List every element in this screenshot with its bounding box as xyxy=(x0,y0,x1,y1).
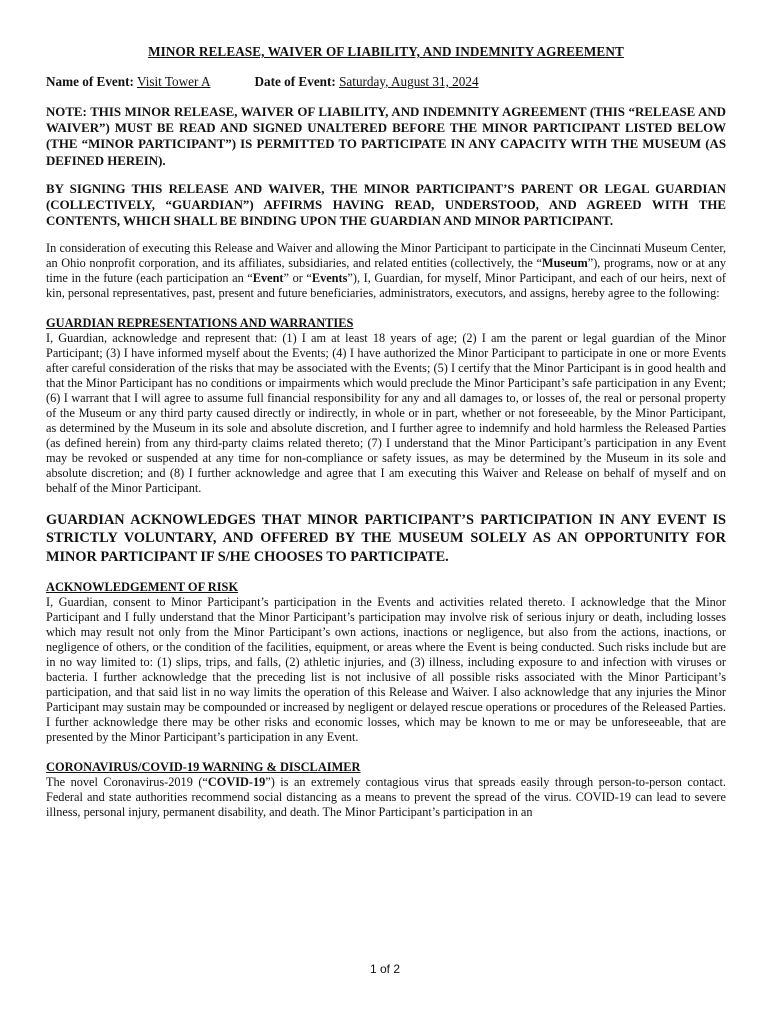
section-heading-covid: CORONAVIRUS/COVID-19 WARNING & DISCLAIMER xyxy=(46,759,361,774)
covid-text-2: ”) is an extremely contagious virus that spreads easily through person-to-person contact. Federal and state authorities recommend social distancing as a means to prevent the spread of the virus. COVID-19 can lead to severe illness, personal injury, permanent disability, and death. The Minor Participant’s participation in an xyxy=(46,774,726,819)
event-name-value: Visit Tower A xyxy=(136,74,211,89)
event-term: Event xyxy=(252,271,284,286)
consideration-paragraph xyxy=(46,241,726,301)
consideration-text-2: ”), programs, now or at any time in the future (each participation an “ xyxy=(46,256,726,286)
covid-term: COVID-19 xyxy=(207,774,266,789)
page-number: 1 of 2 xyxy=(369,962,401,976)
covid-paragraph xyxy=(46,775,726,820)
representations-paragraph: I, Guardian, acknowledge and represent that: (1) I am at least 18 years of age; (2) I am the parent or legal guardian of the Minor Participant; (3) I have informed myself about the Events; (4) I have authorized the Minor Participant to participate in one or more Events after careful consideration of the risks that may be associated with the Events; (5) I certify that the Minor Participant is in good health and that the Minor Participant has no conditions or impairments which would preclude the Minor Participant’s safe participation in any Event; (6) I warrant that I will agree to assume full financial responsibility for any and all damages to, or losses of, the real or personal property of the Museum or any third party caused directly or indirectly, in whole or in part, whether or not foreseeable, by the Minor Participant, as determined by the Museum in its sole and absolute discretion, and I further agree to indemnify and hold harmless the Released Parties (as defined herein) from any third-party claims related thereto; (7) I understand that the Minor Participant’s participation in any Event may be revoked or suspended at any time for non-compliance or safety issues, as may be determined by the Museum in its sole and absolute discretion; and (8) I further acknowledge and agree that I am executing this Waiver and Release on behalf of myself and on behalf of the Minor Participant. xyxy=(46,331,726,495)
event-date-value: Saturday, August 31, 2024 xyxy=(339,74,479,89)
event-name-label: Name of Event: xyxy=(46,74,134,89)
risk-paragraph: I, Guardian, consent to Minor Participant’s participation in the Events and activities related thereto. I acknowledge that the Minor Participant and I fully understand that the Minor Participant’s participation may involve risk of serious injury or death, including losses which may result not only from the Minor Participant’s own actions, inactions or negligence, but also from the actions, inactions, or negligence of others, or the condition of the facilities, equipment, or areas where the Event is being conducted. Such risks include but are in no way limited to: (1) slips, trips, and falls, (2) athletic injuries, and (3) illness, including exposure to and infection with viruses or bacteria. I further acknowledge that the preceding list is not inclusive of all possible risks associated with the Minor Participant’s participation, and that said list in no way limits the operation of this Release and Waiver. I also acknowledge that any injuries the Minor Participant may sustain may be compounded or increased by negligent or delayed rescue operations or procedures of the Released Parties. I further acknowledge there may be other risks and economic losses, which may be known to me or may be unforeseeable, that are presented by the Minor Participant’s participation in any Event. xyxy=(46,595,726,744)
section-heading-representations: GUARDIAN REPRESENTATIONS AND WARRANTIES xyxy=(46,316,354,331)
museum-term: Museum xyxy=(541,256,588,271)
consideration-text-4: ”), I, Guardian, for myself, Minor Participant, and each of our heirs, next of kin, personal representatives, past, present and future beneficiaries, administrators, executors, and assigns, hereby agree to the following: xyxy=(46,271,726,301)
consideration-text-1: In consideration of executing this Release and Waiver and allowing the Minor Participant to participate in the Cincinnati Museum Center, an Ohio nonprofit corporation, and its affiliates, subsidiaries, and related entities (collectively, the “ xyxy=(46,241,726,271)
consideration-text-3: ” or “ xyxy=(283,271,312,286)
event-date-label: Date of Event: xyxy=(254,74,336,89)
note-paragraph: NOTE: THIS MINOR RELEASE, WAIVER OF LIABILITY, AND INDEMNITY AGREEMENT (THIS “RELEASE AND WAIVER”) MUST BE READ AND SIGNED UNALTERED BEFORE THE MINOR PARTICIPANT LISTED BELOW (THE “MINOR PARTICIPANT”) IS PERMITTED TO PARTICIPATE IN ANY CAPACITY WITH THE MUSEUM (AS DEFINED HEREIN). xyxy=(46,105,726,168)
covid-text-1: The novel Coronavirus-2019 (“ xyxy=(46,774,208,789)
signing-paragraph: BY SIGNING THIS RELEASE AND WAIVER, THE MINOR PARTICIPANT’S PARENT OR LEGAL GUARDIAN (COLLECTIVELY, “GUARDIAN”) AFFIRMS HAVING READ, UNDERSTOOD, AND AGREED WITH THE CONTENTS, WHICH SHALL BE BINDING UPON THE GUARDIAN AND MINOR PARTICIPANT. xyxy=(46,181,726,229)
event-info-line xyxy=(46,74,726,90)
document-page xyxy=(46,44,726,820)
voluntary-paragraph: GUARDIAN ACKNOWLEDGES THAT MINOR PARTICIPANT’S PARTICIPATION IN ANY EVENT IS STRICTLY VOLUNTARY, AND OFFERED BY THE MUSEUM SOLELY AS AN OPPORTUNITY FOR MINOR PARTICIPANT IF S/HE CHOOSES TO PARTICIPATE. xyxy=(46,511,726,565)
section-heading-risk: ACKNOWLEDGEMENT OF RISK xyxy=(46,580,239,595)
events-term: Events xyxy=(311,271,348,286)
document-title: MINOR RELEASE, WAIVER OF LIABILITY, AND INDEMNITY AGREEMENT xyxy=(148,44,624,59)
